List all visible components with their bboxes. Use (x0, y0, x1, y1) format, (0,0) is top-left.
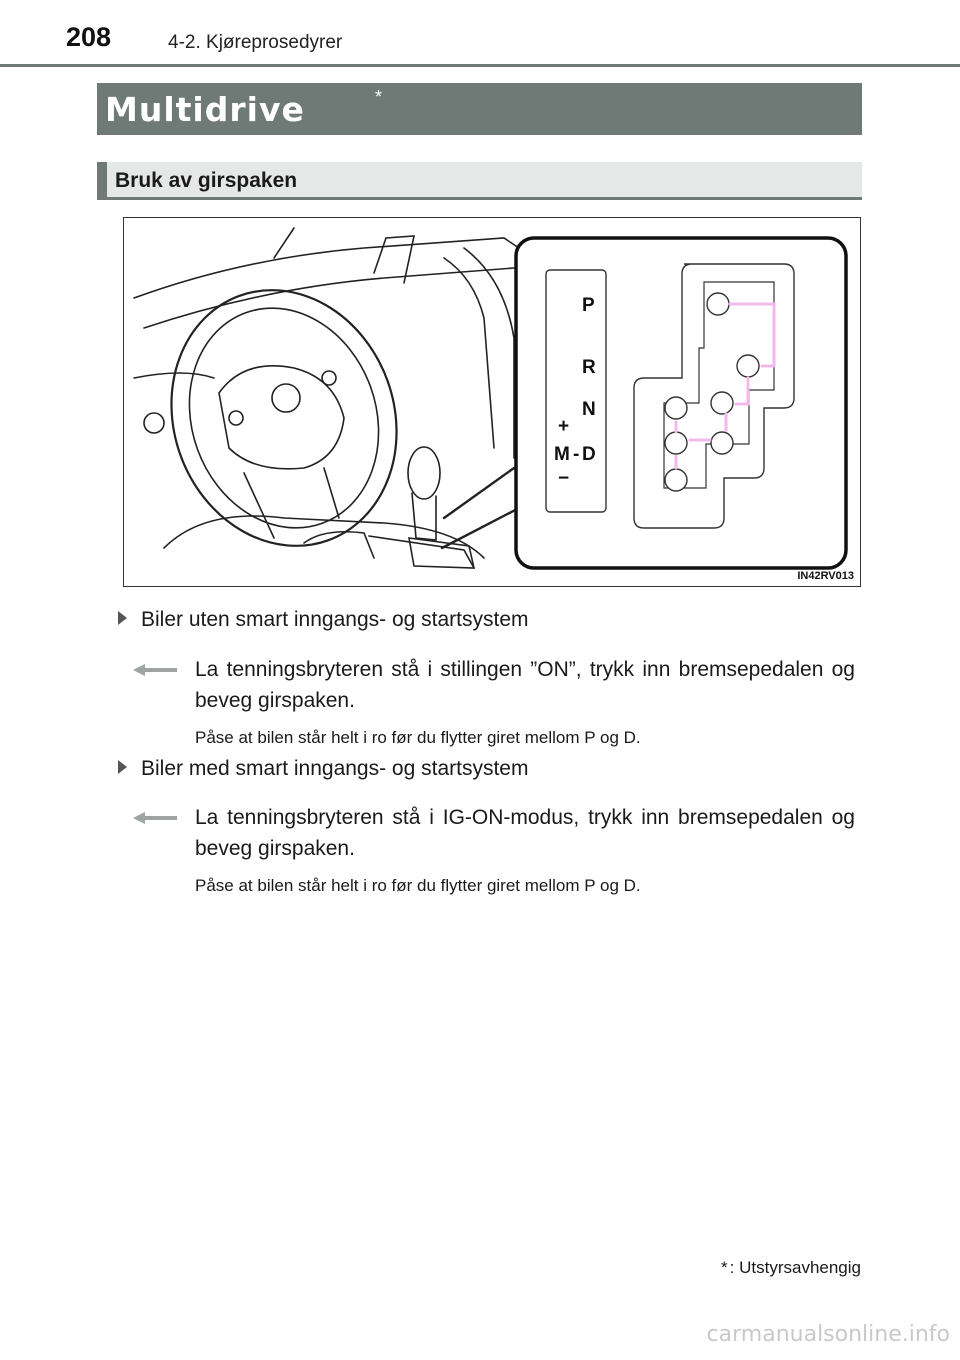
section-label: 4-2. Kjøreprosedyrer (168, 32, 343, 53)
steering-wheel-outer (136, 258, 432, 578)
dashboard-top-line (134, 238, 519, 298)
section-2-heading-row (118, 757, 528, 781)
steering-hub (219, 366, 344, 469)
gate-position-n (711, 392, 733, 414)
header-rule (0, 64, 960, 67)
gear-label-minus: − (558, 468, 570, 489)
figure-code: IN42RV013 (797, 570, 854, 582)
footnote-text: : Utstyrsavhengig (729, 1258, 861, 1277)
gear-label-dash: - (573, 444, 580, 465)
gate-position-plus (665, 397, 687, 419)
wheel-button-right (322, 371, 336, 385)
gate-position-m (665, 432, 687, 454)
dashboard-edge (274, 228, 294, 258)
callout-line (444, 468, 514, 518)
gear-label-d: D (582, 444, 596, 465)
console-line-2 (464, 248, 514, 458)
section-2-heading: Biler med smart inngangs- og startsystem (141, 757, 529, 780)
section-2-step: La tenningsbryteren stå i IG-ON-modus, trykk inn bremsepedalen og beveg girspaken. (195, 806, 855, 860)
horn-emblem (272, 384, 300, 412)
page-number: 208 (66, 22, 112, 52)
cockpit-drawing (124, 218, 860, 586)
gear-label-n: N (582, 399, 596, 420)
page-title: Multidrive (105, 90, 305, 129)
subtitle-text: Bruk av girspaken (115, 169, 298, 192)
shift-knob (408, 447, 440, 499)
gear-indicator-panel (546, 270, 606, 512)
section-1-note: Påse at bilen står helt i ro før du flytter giret mellom P og D. (195, 728, 641, 747)
section-1-heading-row (118, 608, 529, 632)
step-arrow-icon (133, 664, 177, 676)
section-2-note: Påse at bilen står helt i ro før du flytter giret mellom P og D. (195, 876, 641, 895)
steering-wheel-inner (159, 281, 409, 554)
gear-label-m: M (554, 444, 570, 465)
footnote (721, 1258, 861, 1278)
gate-position-minus (665, 469, 687, 491)
callout-line-2 (442, 508, 519, 548)
bullet-triangle-icon (118, 760, 127, 774)
footnote-marker: * (721, 1258, 728, 1277)
gear-shift-illustration (123, 217, 861, 587)
gear-label-r: R (582, 357, 596, 378)
console-line (444, 258, 494, 448)
title-marker: * (375, 87, 383, 107)
bullet-triangle-icon (118, 611, 127, 625)
gate-position-d (711, 432, 733, 454)
subtitle-bar (97, 162, 862, 200)
subtitle-accent (97, 162, 107, 200)
left-knob (144, 413, 164, 433)
gate-position-r (737, 355, 759, 377)
section-1-heading: Biler uten smart inngangs- og startsystem (141, 608, 529, 631)
shift-stem (412, 493, 436, 540)
watermark: carmanualsonline.info (706, 1322, 950, 1347)
section-1-step: La tenningsbryteren stå i stillingen ”ON”, trykk inn bremsepedalen og beveg girspaken. (195, 658, 855, 712)
gear-label-p: P (582, 295, 595, 316)
step-arrow-icon (133, 812, 177, 824)
gate-position-p (707, 293, 729, 315)
wheel-button-left (229, 411, 243, 425)
title-bar (97, 83, 862, 135)
gear-label-plus: + (558, 416, 570, 437)
